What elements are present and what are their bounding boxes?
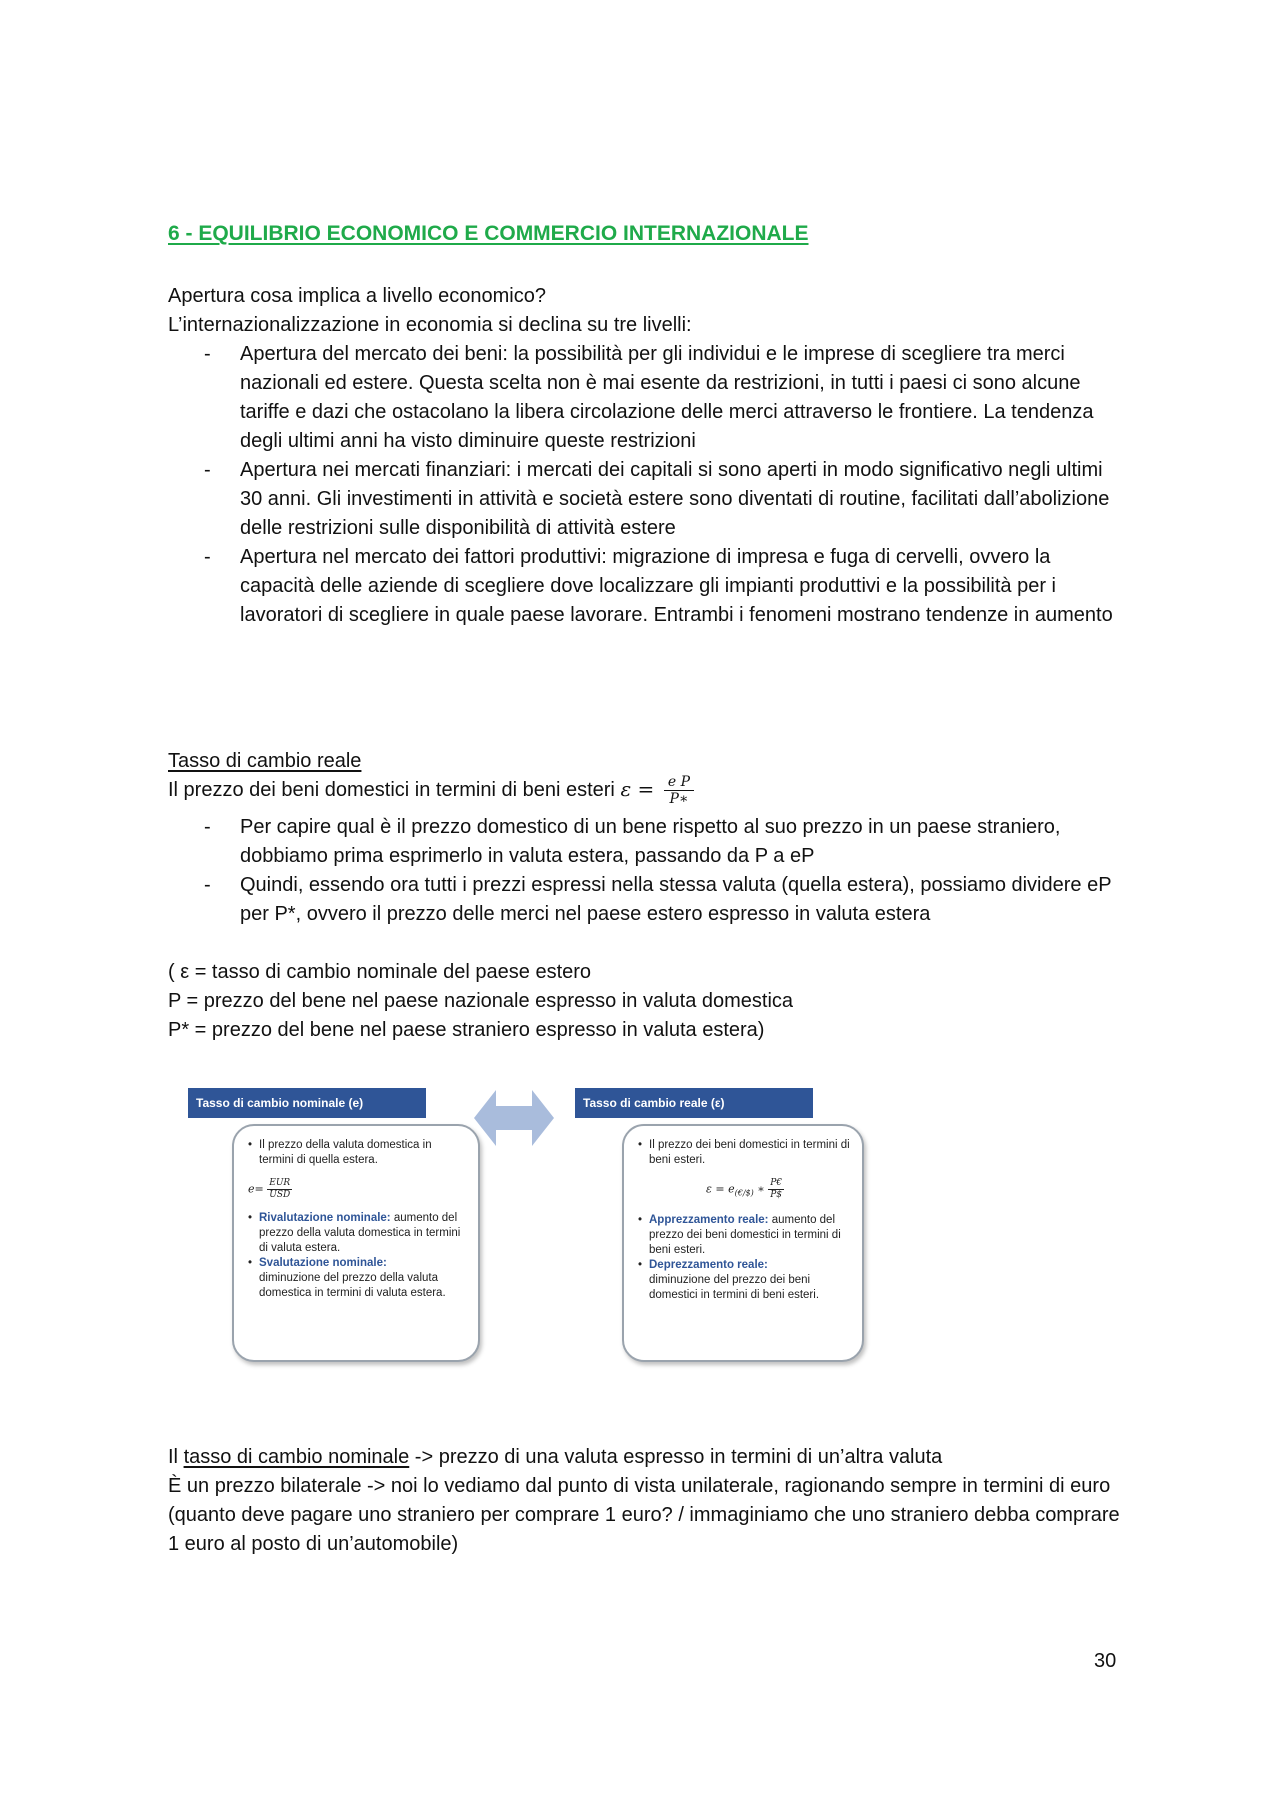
formula-numerator: P€: [770, 1178, 783, 1188]
intro-question: Apertura cosa implica a livello economico?: [168, 285, 546, 307]
card-term-text: aumento del prezzo della valuta domestica in termini di valuta estera.: [259, 1212, 461, 1254]
list-item: - Apertura nel mercato dei fattori produttivi: migrazione di impresa e fuga di cervelli, ovvero la capacità delle aziende di scegliere dove localizzare gli impianti produttivi e la possibilità per i lavoratori di scegliere in quale paese lavorare. Entrambi i fenomeni mostrano tendenze in aumento: [204, 546, 1113, 626]
real-rate-definition: Il prezzo dei beni domestici in termini di beni esteri: [168, 778, 615, 801]
nominal-pre: Il: [168, 1446, 184, 1468]
formula-subscript: (€/$): [734, 1188, 754, 1198]
double-arrow-icon: [474, 1088, 554, 1148]
real-rate-bullet-list: [168, 813, 1128, 929]
definition-line: P = prezzo del bene nel paese nazionale espresso in valuta domestica: [168, 990, 794, 1012]
nominal-rate-line: [168, 1443, 942, 1472]
list-item-text: Apertura nei mercati finanziari: i mercati dei capitali si sono aperti in modo significativo negli ultimi 30 anni. Gli investimenti in attività e società estere sono diventati di routine, facilitati dall’abolizione delle restrizioni sulle disponibilità di attività estere: [240, 459, 1110, 539]
card-term: Deprezzamento reale:: [649, 1259, 768, 1271]
card-bullet: [638, 1258, 852, 1303]
real-rate-line: [168, 774, 694, 807]
formula-lhs: ε = e: [705, 1182, 735, 1196]
card-term: Apprezzamento reale:: [649, 1214, 769, 1226]
card-bullet: [248, 1211, 468, 1256]
card-bullet: • Il prezzo della valuta domestica in termini di quella estera.: [248, 1138, 468, 1168]
list-item-text: Apertura del mercato dei beni: la possibilità per gli individui e le imprese di scegliere tra merci nazionali ed estere. Questa scelta non è mai esente da restrizioni, in tutti i paesi ci sono alcune tariffe e dazi che ostacolano la libera circolazione delle merci attraverso le frontiere. La tendenza degli ultimi anni ha visto diminuire queste restrizioni: [240, 343, 1094, 452]
formula-numerator: e P: [664, 774, 694, 791]
list-item-text: Quindi, essendo ora tutti i prezzi espressi nella stessa valuta (quella estera), possiamo dividere eP per P*, ovvero il prezzo delle merci nel paese estero espresso in valuta estera: [240, 874, 1112, 925]
list-item: - Apertura nei mercati finanziari: i mercati dei capitali si sono aperti in modo significativo negli ultimi 30 anni. Gli investimenti in attività e società estere sono diventati di routine, facilitati dall’abolizione delle restrizioni sulle disponibilità di attività estere: [204, 459, 1110, 539]
card-term-text: aumento del prezzo dei beni domestici in termini di beni esteri.: [649, 1214, 841, 1256]
definition-line: ( ε = tasso di cambio nominale del paese estero: [168, 961, 592, 983]
formula-lhs: ε =: [620, 776, 655, 801]
card-term-text: diminuzione del prezzo dei beni domestici in termini di beni esteri.: [649, 1274, 820, 1301]
nominal-rate-paragraph: È un prezzo bilaterale -> noi lo vediamo dal punto di vista unilaterale, ragionando sempre in termini di euro (quanto deve pagare uno straniero per comprare 1 euro? / immaginiamo che uno straniero debba comprare 1 euro al posto di un’automobile): [168, 1475, 1120, 1555]
nominal-term: tasso di cambio nominale: [183, 1446, 410, 1468]
list-item: - Quindi, essendo ora tutti i prezzi espressi nella stessa valuta (quella estera), possiamo dividere eP per P*, ovvero il prezzo delle merci nel paese estero espresso in valuta estera: [204, 874, 1112, 925]
formula-multiply: ∗: [753, 1182, 769, 1196]
nominal-rate-formula: [248, 1178, 468, 1201]
list-item-text: Apertura nel mercato dei fattori produttivi: migrazione di impresa e fuga di cervelli, ovvero la capacità delle aziende di scegliere dove localizzare gli impianti produttivi e la possibilità per i lavoratori di scegliere in quale paese lavorare. Entrambi i fenomeni mostrano tendenze in aumento: [240, 546, 1113, 626]
real-rate-card: [622, 1124, 864, 1362]
list-item: - Apertura del mercato dei beni: la possibilità per gli individui e le imprese di scegliere tra merci nazionali ed estere. Questa scelta non è mai esente da restrizioni, in tutti i paesi ci sono alcune tariffe e dazi che ostacolano la libera circolazione delle merci attraverso le frontiere. La tendenza degli ultimi anni ha visto diminuire queste restrizioni: [204, 343, 1094, 452]
card-bullet: [248, 1256, 468, 1301]
formula-fraction: [267, 1178, 292, 1201]
card-term: Rivalutazione nominale:: [259, 1212, 391, 1224]
formula-denominator: P$: [770, 1190, 783, 1200]
formula-denominator: P∗: [669, 791, 689, 807]
definition-line: P* = prezzo del bene nel paese straniero espresso in valuta estera): [168, 1019, 765, 1041]
list-item: - Per capire qual è il prezzo domestico di un bene rispetto al suo prezzo in un paese straniero, dobbiamo prima esprimerlo in valuta estera, passando da P a eP: [204, 816, 1061, 867]
formula-numerator: EUR: [267, 1178, 292, 1190]
card-bullet: • Il prezzo dei beni domestici in termini di beni esteri.: [638, 1138, 852, 1168]
nominal-rate-title: Tasso di cambio nominale (e): [188, 1088, 426, 1118]
formula-denominator: USD: [269, 1190, 291, 1200]
intro-lead: L’internazionalizzazione in economia si declina su tre livelli:: [168, 314, 692, 336]
section-heading: 6 - EQUILIBRIO ECONOMICO E COMMERCIO INTERNAZIONALE: [168, 222, 809, 245]
formula-fraction: [664, 774, 694, 807]
card-bullet: [638, 1213, 852, 1258]
page-number: 30: [1094, 1650, 1117, 1672]
real-rate-formula: [638, 1178, 852, 1201]
card-term: Svalutazione nominale:: [259, 1257, 387, 1269]
nominal-rate-card: [232, 1124, 480, 1362]
formula-fraction: [768, 1178, 784, 1201]
real-rate-title: Tasso di cambio reale (ε): [575, 1088, 813, 1118]
real-rate-subtitle: Tasso di cambio reale: [168, 750, 362, 772]
formula-lhs: e=: [248, 1182, 264, 1196]
nominal-post: -> prezzo di una valuta espresso in termini di un’altra valuta: [409, 1446, 943, 1468]
list-item-text: Per capire qual è il prezzo domestico di un bene rispetto al suo prezzo in un paese straniero, dobbiamo prima esprimerlo in valuta estera, passando da P a eP: [240, 816, 1061, 867]
intro-bullet-list: [168, 340, 1128, 630]
card-term-text: diminuzione del prezzo della valuta domestica in termini di valuta estera.: [259, 1272, 446, 1299]
